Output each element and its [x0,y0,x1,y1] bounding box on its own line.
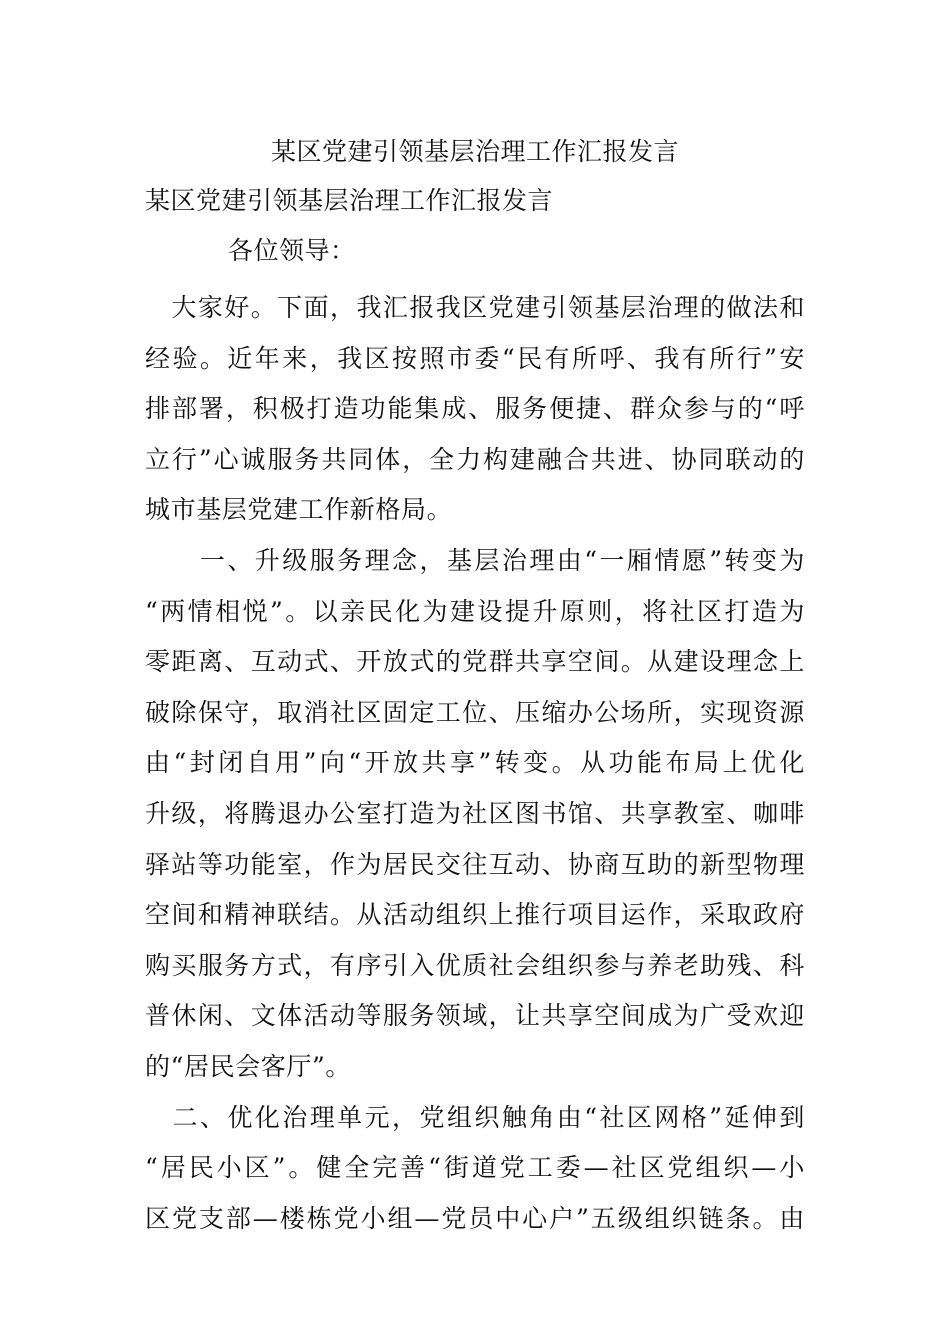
text-line: 驿站等功能室，作为居民交往互动、协商互助的新型物理 [145,849,805,879]
text-line: 二、优化治理单元，党组织触角由“社区网格”延伸到 [145,1102,805,1132]
text-line: 购买服务方式，有序引入优质社会组织参与养老助残、科 [145,950,805,980]
text-line: 立行”心诚服务共同体，全力构建融合共进、协同联动的 [145,444,805,474]
text-line: 由“封闭自用”向“开放共享”转变。从功能布局上优化 [145,748,805,778]
text-line: 经验。近年来，我区按照市委“民有所呼、我有所行”安 [145,343,805,373]
text-line: 升级，将腾退办公室打造为社区图书馆、共享教室、咖啡 [145,798,805,828]
paragraph-section-two [145,1093,805,1245]
text-line: 破除保守，取消社区固定工位、压缩办公场所，实现资源 [145,697,805,727]
text-line: 的“居民会客厅”。 [145,1051,351,1081]
text-line: “两情相悦”。以亲民化为建设提升原则，将社区打造为 [145,596,805,626]
document-subtitle: 某区党建引领基层治理工作汇报发言 [145,186,554,215]
text-line: “居民小区”。健全完善“街道党工委—社区党组织—小 [145,1153,805,1183]
text-line: 大家好。下面，我汇报我区党建引领基层治理的做法和 [145,293,805,322]
salutation: 各位领导： [228,236,356,265]
document-body [145,283,805,1244]
text-line: 零距离、互动式、开放式的党群共享空间。从建设理念上 [145,647,805,677]
paragraph-section-one [145,536,805,1093]
text-line: 空间和精神联结。从活动组织上推行项目运作，采取政府 [145,900,805,930]
document-title: 某区党建引领基层治理工作汇报发言 [270,137,679,166]
paragraph-intro [145,283,805,536]
text-line: 城市基层党建工作新格局。 [145,495,453,525]
text-line: 排部署，积极打造功能集成、服务便捷、群众参与的“呼 [145,394,805,424]
text-line: 普休闲、文体活动等服务领域，让共享空间成为广受欢迎 [145,1001,805,1031]
text-line: 区党支部—楼栋党小组—党员中心户”五级组织链条。由 [145,1203,805,1233]
text-line: 一、升级服务理念，基层治理由“一厢情愿”转变为 [145,545,805,575]
